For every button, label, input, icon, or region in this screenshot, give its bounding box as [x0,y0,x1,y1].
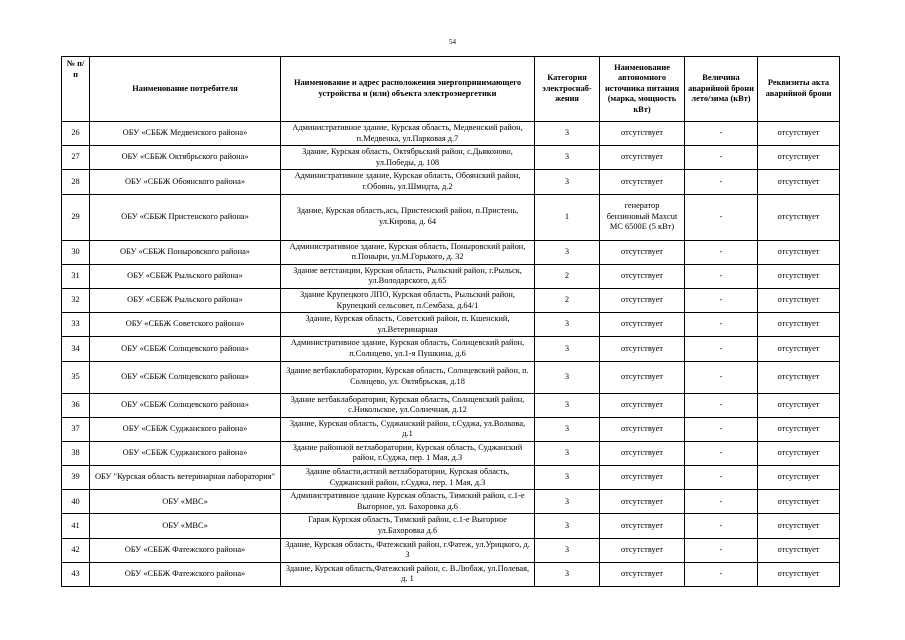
header-consumer: Наименование потребителя [90,57,281,122]
consumer-cell: ОБУ «МВС» [90,514,281,538]
category-cell: 3 [535,466,600,490]
category-cell: 3 [535,240,600,264]
reserve-value-cell: - [685,240,758,264]
row-number-cell: 29 [62,194,90,240]
row-number-cell: 32 [62,288,90,312]
act-details-cell: отсутствует [758,264,840,288]
act-details-cell: отсутствует [758,361,840,393]
row-number-cell: 36 [62,393,90,417]
header-number: № п/п [62,57,90,122]
row-number-cell: 34 [62,337,90,361]
consumer-cell: ОБУ «СББЖ Обоянского района» [90,170,281,194]
category-cell: 3 [535,313,600,337]
address-cell: Здание ветбаклаборатории, Курская область, Солнцевский район, п. Солнцево, ул. Октябрьская, д.18 [281,361,535,393]
category-cell: 1 [535,194,600,240]
consumer-cell: ОБУ «СББЖ Фатежского района» [90,562,281,586]
address-cell: Административное здание Курская область, Тимский район, с.1-е Выгорное, ул. Бахоровка д.6 [281,490,535,514]
reserve-value-cell: - [685,417,758,441]
address-cell: Здание, Курская область,ась, Пристенский район, п.Пристень, ул.Кирова, д. 64 [281,194,535,240]
consumer-cell: ОБУ «СББЖ Солнцевского района» [90,361,281,393]
row-number-cell: 43 [62,562,90,586]
category-cell: 3 [535,146,600,170]
table-row [62,337,840,361]
table-row [62,393,840,417]
table-row [62,264,840,288]
power-source-cell: отсутствует [600,393,685,417]
row-number-cell: 38 [62,441,90,465]
header-act-details: Реквизиты акта аварийной брони [758,57,840,122]
address-cell: Здание ветстанции, Курская область, Рыльский район, г.Рыльск, ул.Володарского, д.65 [281,264,535,288]
reserve-value-cell: - [685,514,758,538]
header-reserve-value: Величина аварийной брони лето/зима (кВт) [685,57,758,122]
table-row [62,194,840,240]
row-number-cell: 28 [62,170,90,194]
act-details-cell: отсутствует [758,337,840,361]
row-number-cell: 39 [62,466,90,490]
power-source-cell: отсутствует [600,122,685,146]
power-source-cell: отсутствует [600,313,685,337]
power-source-cell: отсутствует [600,264,685,288]
table-row [62,288,840,312]
address-cell: Гараж Курская область, Тимский район, с.1-е Выгорное ул.Бахоровка д.6 [281,514,535,538]
table-row [62,562,840,586]
act-details-cell: отсутствует [758,417,840,441]
act-details-cell: отсутствует [758,170,840,194]
header-power-source: Наименование автономного источника питания (марка, мощность кВт) [600,57,685,122]
reserve-value-cell: - [685,490,758,514]
reserve-value-cell: - [685,441,758,465]
category-cell: 3 [535,562,600,586]
header-address: Наименование и адрес расположения энергопринимающего устройства и (или) объекта электроэнергетики [281,57,535,122]
act-details-cell: отсутствует [758,538,840,562]
category-cell: 3 [535,417,600,441]
address-cell: Здание Крупецкого ЛПО, Курская область, Рыльский район, Крупецкий сельсовет, п.Сембаза, д.64/1 [281,288,535,312]
reserve-value-cell: - [685,146,758,170]
category-cell: 3 [535,441,600,465]
act-details-cell: отсутствует [758,514,840,538]
reserve-value-cell: - [685,264,758,288]
row-number-cell: 40 [62,490,90,514]
act-details-cell: отсутствует [758,562,840,586]
act-details-cell: отсутствует [758,194,840,240]
act-details-cell: отсутствует [758,146,840,170]
emergency-reserve-table [61,56,840,587]
row-number-cell: 41 [62,514,90,538]
table-row [62,146,840,170]
table-row [62,313,840,337]
address-cell: Здание, Курская область, Суджанский район, г.Суджа, ул.Волкова, д.1 [281,417,535,441]
act-details-cell: отсутствует [758,393,840,417]
table-row [62,361,840,393]
address-cell: Здание ветбаклаборатории, Курская область, Солнцевский район, с.Никольское, ул.Солнечная, д.12 [281,393,535,417]
row-number-cell: 30 [62,240,90,264]
table-row [62,122,840,146]
reserve-value-cell: - [685,288,758,312]
power-source-cell: отсутствует [600,514,685,538]
category-cell: 2 [535,288,600,312]
reserve-value-cell: - [685,337,758,361]
consumer-cell: ОБУ «МВС» [90,490,281,514]
consumer-cell: ОБУ «СББЖ Медвенского района» [90,122,281,146]
table-row [62,441,840,465]
category-cell: 3 [535,538,600,562]
reserve-value-cell: - [685,194,758,240]
act-details-cell: отсутствует [758,122,840,146]
address-cell: Административное здание, Курская область, Обоянский район, г.Обоянь, ул.Шмидта, д.2 [281,170,535,194]
reserve-value-cell: - [685,361,758,393]
power-source-cell: отсутствует [600,146,685,170]
page-number: 54 [449,38,456,46]
consumer-cell: ОБУ «СББЖ Поныровского района» [90,240,281,264]
reserve-value-cell: - [685,313,758,337]
category-cell: 3 [535,514,600,538]
consumer-cell: ОБУ «СББЖ Рыльского района» [90,264,281,288]
power-source-cell: отсутствует [600,170,685,194]
power-source-cell: отсутствует [600,441,685,465]
consumer-cell: ОБУ «СББЖ Суджанского района» [90,417,281,441]
power-source-cell: отсутствует [600,417,685,441]
consumer-cell: ОБУ «СББЖ Октябрьского района» [90,146,281,170]
address-cell: Здание, Курская область, Октябрьский район, с.Дьяконово, ул.Победы, д. 108 [281,146,535,170]
row-number-cell: 27 [62,146,90,170]
category-cell: 3 [535,490,600,514]
reserve-value-cell: - [685,466,758,490]
table-row [62,240,840,264]
reserve-value-cell: - [685,562,758,586]
category-cell: 2 [535,264,600,288]
category-cell: 3 [535,122,600,146]
act-details-cell: отсутствует [758,313,840,337]
power-source-cell: отсутствует [600,288,685,312]
address-cell: Здание, Курская область, Фатежский район, г.Фатеж, ул.Урицкого, д. 3 [281,538,535,562]
reserve-value-cell: - [685,170,758,194]
table-row [62,417,840,441]
row-number-cell: 37 [62,417,90,441]
category-cell: 3 [535,393,600,417]
consumer-cell: ОБУ «СББЖ Фатежского района» [90,538,281,562]
row-number-cell: 35 [62,361,90,393]
act-details-cell: отсутствует [758,490,840,514]
address-cell: Административное здание, Курская область, Поныровский район, п.Поныри, ул.М.Горького, д. 32 [281,240,535,264]
consumer-cell: ОБУ "Курская область ветеринарная лаборатория" [90,466,281,490]
address-cell: Здание, Курская область, Советский район, п. Кшенский, ул.Ветеринарная [281,313,535,337]
row-number-cell: 42 [62,538,90,562]
table-row [62,466,840,490]
consumer-cell: ОБУ «СББЖ Пристенского района» [90,194,281,240]
consumer-cell: ОБУ «СББЖ Солнцевского района» [90,337,281,361]
table-header-row [62,57,840,122]
reserve-value-cell: - [685,393,758,417]
consumer-cell: ОБУ «СББЖ Солнцевского района» [90,393,281,417]
reserve-value-cell: - [685,122,758,146]
consumer-cell: ОБУ «СББЖ Суджанского района» [90,441,281,465]
row-number-cell: 26 [62,122,90,146]
table-row [62,170,840,194]
act-details-cell: отсутствует [758,288,840,312]
address-cell: Здание районной ветлаборатории, Курская область, Суджанский район, г.Суджа, пер. 1 Мая, д.3 [281,441,535,465]
power-source-cell: отсутствует [600,337,685,361]
row-number-cell: 33 [62,313,90,337]
power-source-cell: отсутствует [600,361,685,393]
address-cell: Здание, Курская область,Фатежский район, с. В.Любаж, ул.Полевая, д. 1 [281,562,535,586]
act-details-cell: отсутствует [758,441,840,465]
act-details-cell: отсутствует [758,466,840,490]
power-source-cell: отсутствует [600,490,685,514]
table-row [62,490,840,514]
address-cell: Административное здание, Курская область, Солнцевский район, п.Солнцево, ул.1-я Пушкина, д.6 [281,337,535,361]
consumer-cell: ОБУ «СББЖ Рыльского района» [90,288,281,312]
row-number-cell: 31 [62,264,90,288]
act-details-cell: отсутствует [758,240,840,264]
header-category: Категория электроснаб-жения [535,57,600,122]
reserve-value-cell: - [685,538,758,562]
consumer-cell: ОБУ «СББЖ Советского района» [90,313,281,337]
category-cell: 3 [535,170,600,194]
category-cell: 3 [535,337,600,361]
table-row [62,538,840,562]
power-source-cell: генератор бензиновый Maxcut MC 6500E (5 кВт) [600,194,685,240]
table-row [62,514,840,538]
power-source-cell: отсутствует [600,240,685,264]
category-cell: 3 [535,361,600,393]
power-source-cell: отсутствует [600,538,685,562]
power-source-cell: отсутствует [600,562,685,586]
power-source-cell: отсутствует [600,466,685,490]
address-cell: Административное здание, Курская область, Медвенский район, п.Медвенка, ул.Парковая д.7 [281,122,535,146]
address-cell: Здание области,астной ветлаборатории, Курская область, Суджанский район, г.Суджа, пер. 1 Мая, д.3 [281,466,535,490]
